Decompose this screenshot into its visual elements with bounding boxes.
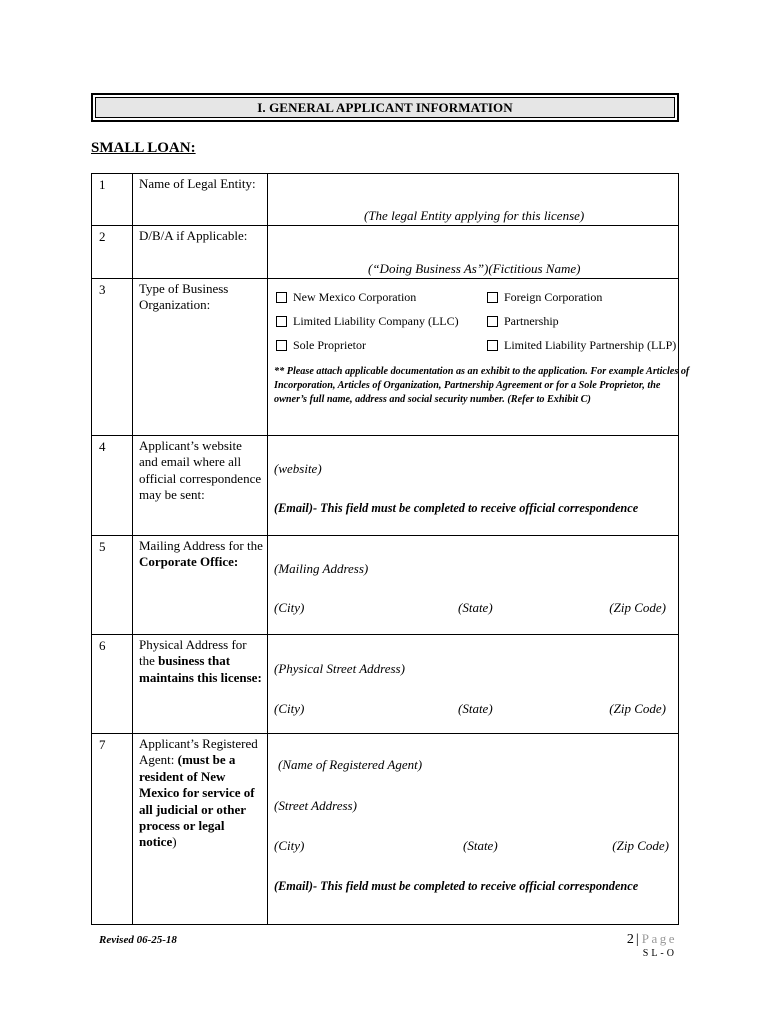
form-code: SL-O <box>642 948 677 959</box>
city-hint: (City) <box>274 600 305 615</box>
email-hint: (Email)- This field must be completed to receive official correspondence <box>274 501 639 515</box>
email-hint: (Email)- This field must be completed to receive official correspondence <box>274 879 639 893</box>
row-number: 4 <box>92 436 133 536</box>
row-number: 6 <box>92 635 133 734</box>
table-row <box>92 174 679 226</box>
table-row <box>92 734 679 925</box>
section-title: I. GENERAL APPLICANT INFORMATION <box>257 99 513 115</box>
legal-entity-field[interactable] <box>268 174 679 226</box>
page-number: 2 | Page <box>626 931 677 947</box>
checkbox[interactable] <box>276 316 287 327</box>
option-partnership[interactable]: Partnership <box>487 314 559 329</box>
table-row <box>92 226 679 279</box>
field-hint: (The legal Entity applying for this license) <box>364 208 585 223</box>
loan-type-title: SMALL LOAN: <box>91 140 196 156</box>
physical-address-hint: (Physical Street Address) <box>274 661 405 676</box>
option-new-mexico-corporation[interactable]: New Mexico Corporation <box>276 290 416 305</box>
row-number: 2 <box>92 226 133 279</box>
row-number: 1 <box>92 174 133 226</box>
website-email-field[interactable] <box>268 436 679 536</box>
state-hint: (State) <box>458 701 493 716</box>
option-llc[interactable]: Limited Liability Company (LLC) <box>276 314 459 329</box>
registered-agent-field[interactable] <box>268 734 679 925</box>
table-row <box>92 536 679 635</box>
mailing-address-hint: (Mailing Address) <box>274 561 369 576</box>
checkbox[interactable] <box>276 292 287 303</box>
dba-field[interactable] <box>268 226 679 279</box>
city-hint: (City) <box>274 838 305 853</box>
applicant-info-table <box>91 173 690 925</box>
row-label: Mailing Address for the Corporate Office: <box>133 536 268 635</box>
row-label: Type of Business Organization: <box>133 279 268 436</box>
row-label: D/B/A if Applicable: <box>133 226 268 279</box>
row-number: 7 <box>92 734 133 925</box>
revision-date: Revised 06-25-18 <box>99 934 177 946</box>
checkbox[interactable] <box>487 316 498 327</box>
zip-hint: (Zip Code) <box>609 701 666 716</box>
physical-address-field[interactable] <box>268 635 679 734</box>
zip-hint: (Zip Code) <box>609 600 666 615</box>
business-type-field <box>268 279 690 436</box>
agent-name-hint: (Name of Registered Agent) <box>278 757 423 772</box>
mailing-address-field[interactable] <box>268 536 679 635</box>
checkbox[interactable] <box>487 292 498 303</box>
table-row <box>92 436 679 536</box>
table-row <box>92 635 679 734</box>
table-row <box>92 279 679 436</box>
checkbox[interactable] <box>487 340 498 351</box>
state-hint: (State) <box>458 600 493 615</box>
option-sole-proprietor[interactable]: Sole Proprietor <box>276 338 366 353</box>
section-header <box>91 93 679 122</box>
city-hint: (City) <box>274 701 305 716</box>
field-hint: (“Doing Business As”)(Fictitious Name) <box>368 261 581 276</box>
website-hint: (website) <box>274 461 322 476</box>
checkbox[interactable] <box>276 340 287 351</box>
row-label: Applicant’s Registered Agent: (must be a resident of New Mexico for service of all judicial or other process or legal notice) <box>133 734 268 925</box>
option-llp[interactable]: Limited Liability Partnership (LLP) <box>487 338 676 353</box>
documentation-note: ** Please attach applicable documentation as an exhibit to the application. For example Articles of Incorporation, Articles of Organization, Partnership Agreement or for a Sole Proprietor, the owner’s full name, address and social security number. (Refer to Exhibit C) <box>274 366 690 405</box>
row-label: Name of Legal Entity: <box>133 174 268 226</box>
row-label: Applicant’s website and email where all official correspondence may be sent: <box>133 436 268 536</box>
state-hint: (State) <box>463 838 498 853</box>
zip-hint: (Zip Code) <box>612 838 669 853</box>
row-number: 5 <box>92 536 133 635</box>
option-foreign-corporation[interactable]: Foreign Corporation <box>487 290 602 305</box>
row-label: Physical Address for the business that maintains this license: <box>133 635 268 734</box>
street-address-hint: (Street Address) <box>274 798 357 813</box>
row-number: 3 <box>92 279 133 436</box>
